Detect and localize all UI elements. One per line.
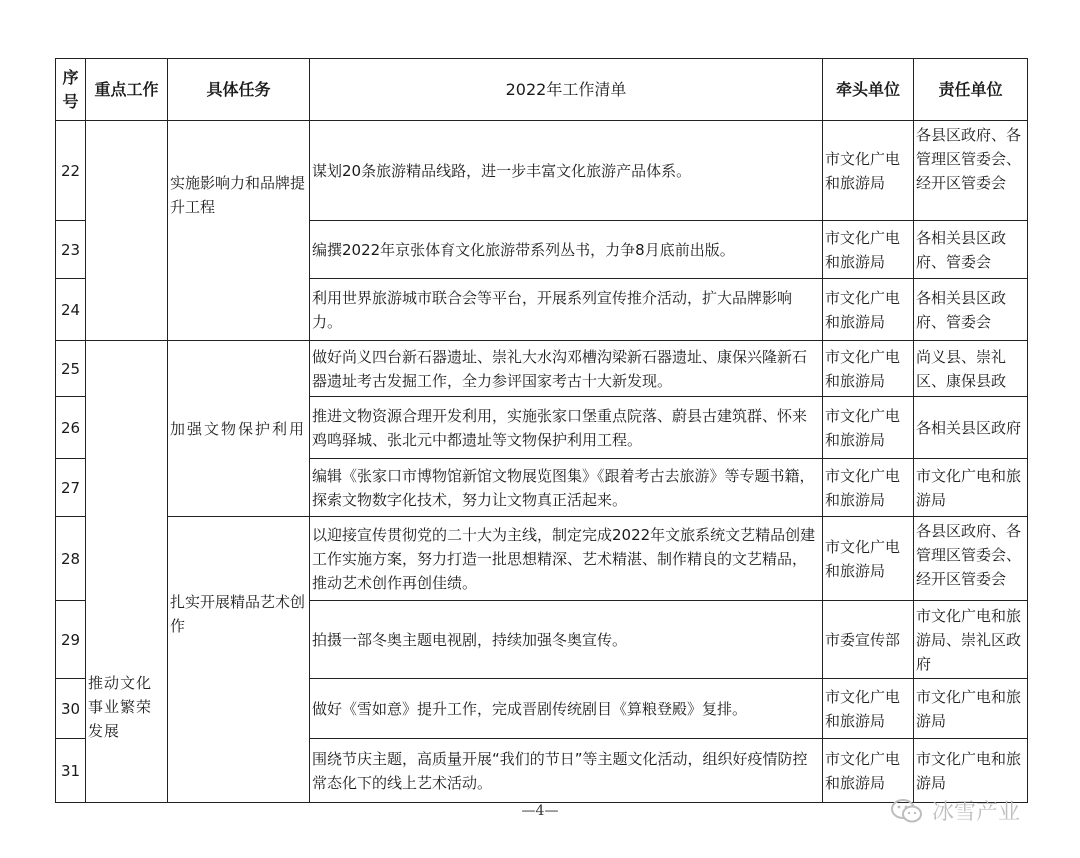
- work-list-cell: 推进文物资源合理开发利用，实施张家口堡重点院落、蔚县古建筑群、怀来鸡鸣驿城、张北元中都遗址等文物保护利用工程。: [310, 397, 823, 459]
- task-cell: 加强文物保护利用: [168, 341, 310, 517]
- header-seq: 序号: [56, 59, 86, 121]
- lead-unit-cell: 市文化广电和旅游局: [823, 279, 914, 341]
- resp-unit-cell: 市文化广电和旅游局: [914, 459, 1028, 517]
- lead-unit-cell: 市文化广电和旅游局: [823, 121, 914, 221]
- resp-unit-cell: 市文化广电和旅游局、崇礼区政府: [914, 601, 1028, 679]
- key-work-cell: [86, 121, 168, 341]
- header-task: 具体任务: [168, 59, 310, 121]
- task-label: 实施影响力和品牌提升工程: [170, 173, 306, 216]
- key-work-label: 推动文化事业繁荣发展: [88, 673, 153, 740]
- work-list-cell: 围绕节庆主题，高质量开展“我们的节日”等主题文化活动，组织好疫情防控常态化下的线上艺术活动。: [310, 739, 823, 803]
- resp-unit-cell: 市文化广电和旅游局: [914, 739, 1028, 803]
- resp-unit-cell: [914, 121, 1028, 221]
- resp-unit-cell: [914, 341, 1028, 397]
- wechat-icon: [890, 798, 924, 824]
- lead-unit-cell: 市文化广电和旅游局: [823, 459, 914, 517]
- task-cell: [168, 121, 310, 341]
- work-list-cell: 编撰2022年京张体育文化旅游带系列丛书，力争8月底前出版。: [310, 221, 823, 279]
- header-lead-unit: 牵头单位: [823, 59, 914, 121]
- row-number: 27: [56, 459, 86, 517]
- lead-unit-cell: 市文化广电和旅游局: [823, 517, 914, 601]
- resp-unit-text: 尚义县、崇礼区、康保县政: [916, 347, 1007, 390]
- row-number: 26: [56, 397, 86, 459]
- lead-unit-cell: 市文化广电和旅游局: [823, 341, 914, 397]
- resp-unit-cell: 各相关县区政府: [914, 397, 1028, 459]
- key-work-cell: [86, 341, 168, 803]
- watermark: [890, 795, 1020, 826]
- header-key-work: 重点工作: [86, 59, 168, 121]
- task-cell: [168, 517, 310, 803]
- work-list-table: [55, 58, 1028, 803]
- header-resp-unit: 责任单位: [914, 59, 1028, 121]
- lead-unit-cell: 市文化广电和旅游局: [823, 679, 914, 739]
- table-row: [56, 341, 1028, 397]
- work-list-cell: 以迎接宣传贯彻党的二十大为主线，制定完成2022年文旅系统文艺精品创建工作实施方案，努力打造一批思想精深、艺术精湛、制作精良的文艺精品，推动艺术创作再创佳绩。: [310, 517, 823, 601]
- row-number: 31: [56, 739, 86, 803]
- work-list-cell: 拍摄一部冬奥主题电视剧，持续加强冬奥宣传。: [310, 601, 823, 679]
- work-list-cell: 利用世界旅游城市联合会等平台，开展系列宣传推介活动，扩大品牌影响力。: [310, 279, 823, 341]
- resp-unit-cell: 各相关县区政府、管委会: [914, 279, 1028, 341]
- work-list-cell: 谋划20条旅游精品线路，进一步丰富文化旅游产品体系。: [310, 121, 823, 221]
- work-list-cell: 做好尚义四台新石器遗址、崇礼大水沟邓槽沟梁新石器遗址、康保兴隆新石器遗址考古发掘工作，全力参评国家考古十大新发现。: [310, 341, 823, 397]
- resp-unit-cell: 市文化广电和旅游局: [914, 679, 1028, 739]
- page-number: —4—: [521, 803, 559, 819]
- table-row: [56, 517, 1028, 601]
- lead-unit-cell: 市文化广电和旅游局: [823, 397, 914, 459]
- lead-unit-cell: 市文化广电和旅游局: [823, 221, 914, 279]
- row-number: 30: [56, 679, 86, 739]
- resp-unit-text: 各县区政府、各管理区管委会、经开区管委会: [916, 521, 1022, 588]
- resp-unit-text: 各县区政府、各管理区管委会、经开区管委会: [916, 125, 1022, 192]
- row-number: 24: [56, 279, 86, 341]
- lead-unit-cell: 市委宣传部: [823, 601, 914, 679]
- row-number: 29: [56, 601, 86, 679]
- row-number: 25: [56, 341, 86, 397]
- work-list-cell: 做好《雪如意》提升工作，完成晋剧传统剧目《算粮登殿》复排。: [310, 679, 823, 739]
- row-number: 22: [56, 121, 86, 221]
- header-work-list: 2022年工作清单: [310, 59, 823, 121]
- row-number: 23: [56, 221, 86, 279]
- row-number: 28: [56, 517, 86, 601]
- lead-unit-cell: 市文化广电和旅游局: [823, 739, 914, 803]
- watermark-text: 冰雪产业: [932, 800, 1021, 825]
- resp-unit-cell: 各相关县区政府、管委会: [914, 221, 1028, 279]
- table-header-row: [56, 59, 1028, 121]
- task-label: 扎实开展精品艺术创作: [170, 592, 306, 635]
- table-row: [56, 121, 1028, 221]
- resp-unit-cell: [914, 517, 1028, 601]
- work-list-cell: 编辑《张家口市博物馆新馆文物展览图集》《跟着考古去旅游》等专题书籍，探索文物数字化技术，努力让文物真正活起来。: [310, 459, 823, 517]
